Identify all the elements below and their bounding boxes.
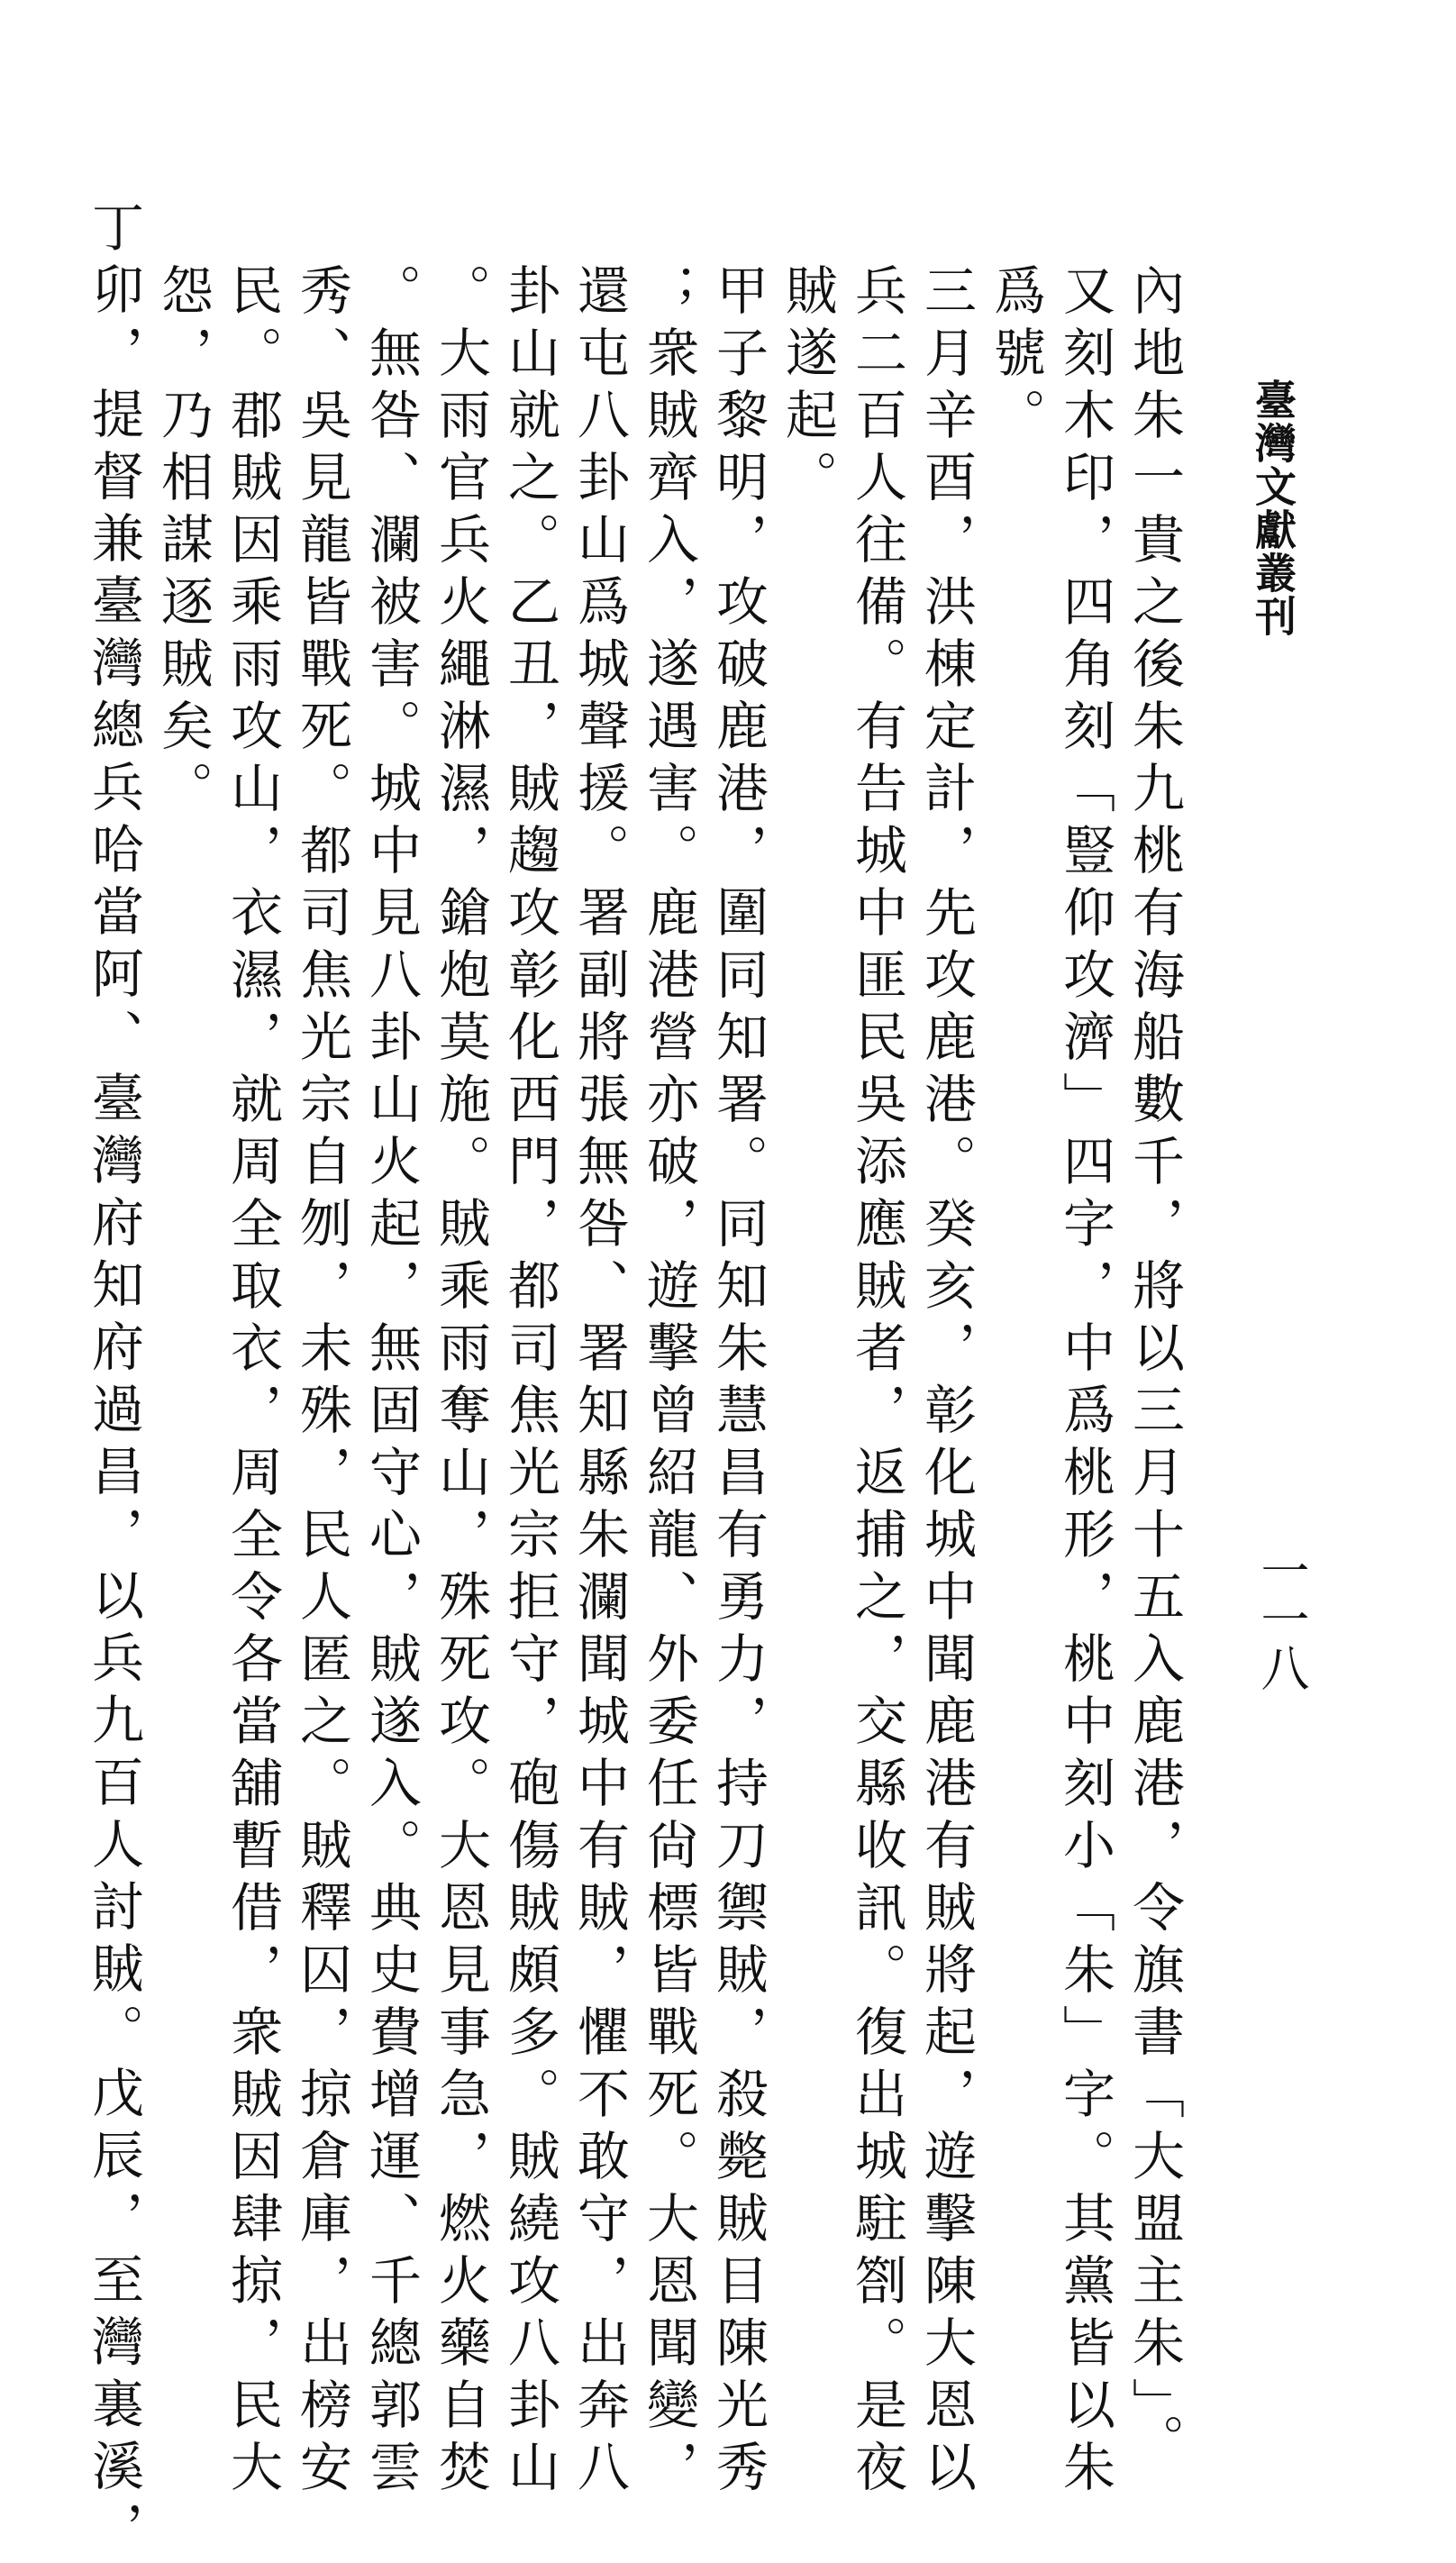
text-column: 爲號。 bbox=[985, 263, 1046, 450]
text-column: ；衆賊齊入，遂遇害。鹿港營亦破，遊擊曾紹龍、外委任尙標皆戰死。大恩聞變， bbox=[638, 263, 699, 2502]
running-header-title: 臺灣文獻叢刊 bbox=[1249, 379, 1297, 638]
text-column: 。大雨官兵火繩淋濕，鎗炮莫施。賊乘雨奪山，殊死攻。大恩見事急，燃火藥自焚 bbox=[430, 263, 491, 2502]
text-column: 還屯八卦山爲城聲援。署副將張無咎、署知縣朱瀾聞城中有賊，懼不敢守，出奔八 bbox=[569, 263, 630, 2502]
text-column: 三月辛酉，洪棟定計，先攻鹿港。癸亥，彰化城中聞鹿港有賊將起，遊擊陳大恩以 bbox=[915, 263, 977, 2502]
text-column: 卦山就之。乙丑，賊趨攻彰化西門，都司焦光宗拒守，砲傷賊頗多。賊繞攻八卦山 bbox=[499, 263, 560, 2502]
text-column: 民。郡賊因乘雨攻山，衣濕，就周全取衣，周全令各當舖暫借，衆賊因肆掠，民大 bbox=[222, 263, 283, 2502]
text-column: 丁卯，提督兼臺灣總兵哈當阿、臺灣府知府過昌，以兵九百人討賊。戊辰，至灣裏溪， bbox=[83, 200, 144, 2563]
text-column: 。無咎、瀾被害。城中見八卦山火起，無固守心，賊遂入。典史費增運、千總郭雲 bbox=[360, 263, 422, 2502]
page-number: 一一八 bbox=[1253, 1546, 1310, 1692]
text-column: 賊遂起。 bbox=[777, 263, 838, 512]
text-column: 又刻木印，四角刻「豎仰攻濟」四字，中爲桃形，桃中刻小「朱」字。其黨皆以朱 bbox=[1054, 263, 1115, 2502]
text-column: 怨，乃相謀逐賊矣。 bbox=[152, 263, 214, 823]
text-column: 兵二百人往備。有告城中匪民吳添應賊者，返捕之，交縣收訊。復出城駐劄。是夜 bbox=[846, 263, 907, 2502]
text-column: 內地朱一貴之後朱九桃有海船數千，將以三月十五入鹿港，令旗書「大盟主朱」。 bbox=[1124, 263, 1185, 2476]
text-column: 秀、吳見龍皆戰死。都司焦光宗自刎，未殊，民人匿之。賊釋囚，掠倉庫，出榜安 bbox=[291, 263, 352, 2502]
text-column: 甲子黎明，攻破鹿港，圍同知署。同知朱慧昌有勇力，持刀禦賊，殺斃賊目陳光秀 bbox=[707, 263, 769, 2502]
